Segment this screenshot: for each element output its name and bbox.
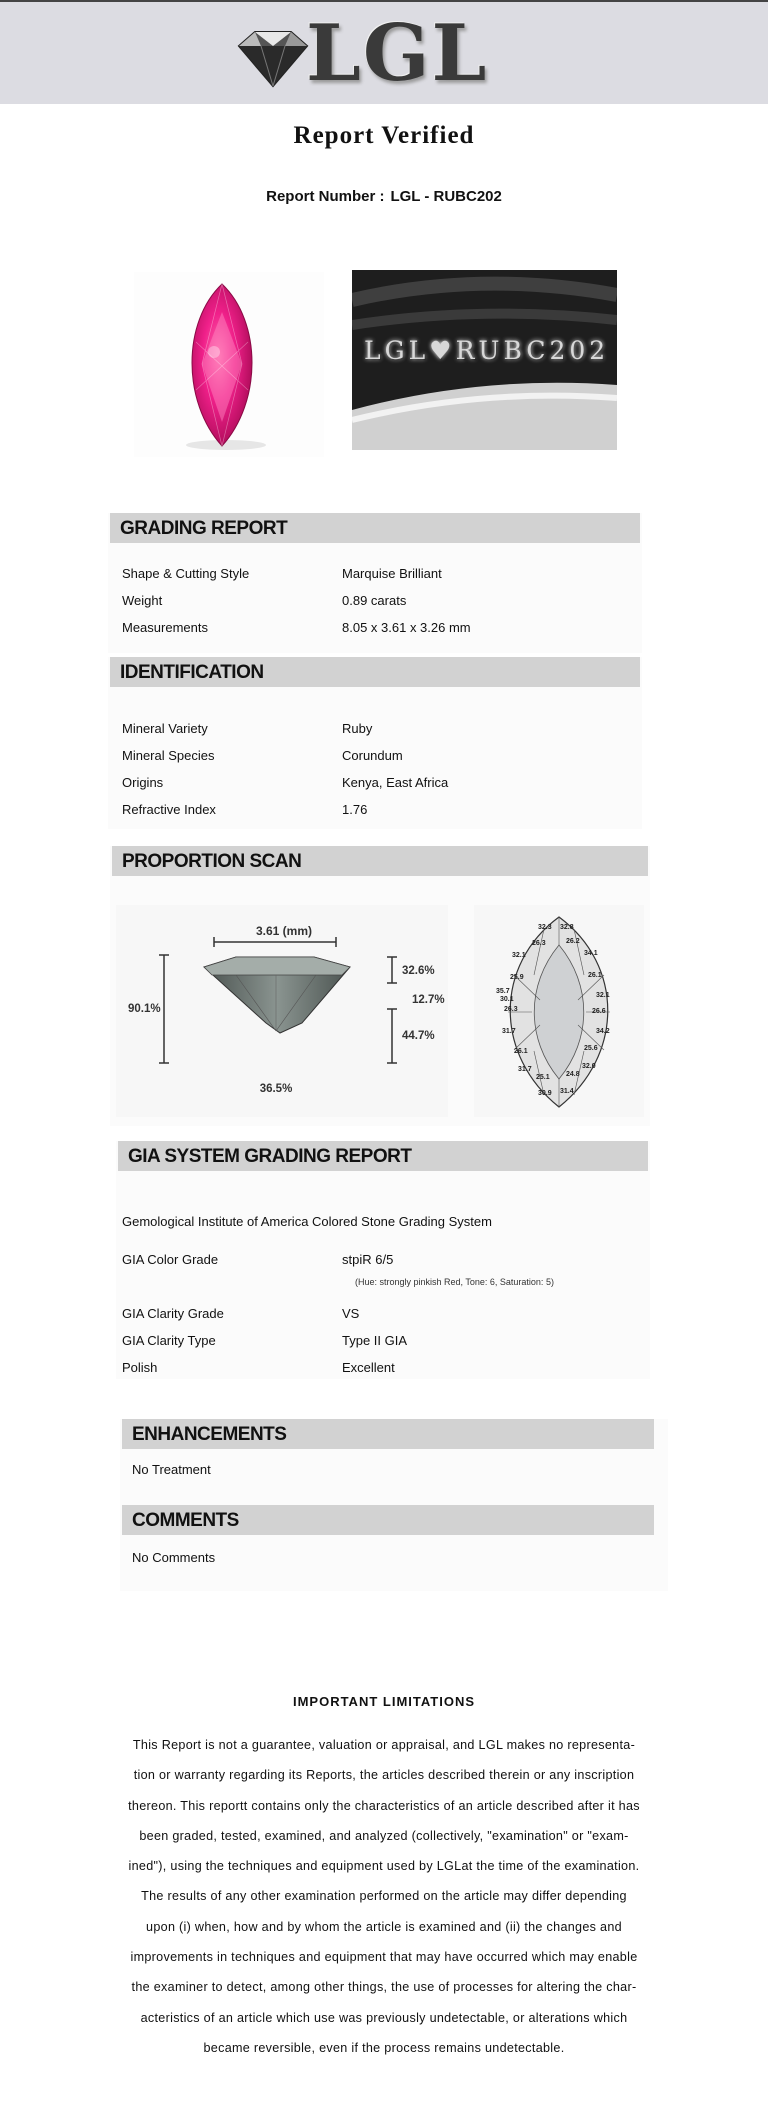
limitations-line: This Report is not a guarantee, valuation or appraisal, and LGL makes no representa-	[132, 1738, 636, 1752]
profile-svg	[116, 905, 448, 1117]
inscription-text: LGL♥RUBC202	[364, 336, 610, 365]
report-number-value: LGL - RUBC202	[390, 188, 502, 205]
limitations-line: upon (i) when, how and by whom the article is examined and (ii) the changes and	[146, 1919, 622, 1934]
facet-value: 25.6	[584, 1045, 598, 1052]
gia-value: Excellent	[342, 1360, 395, 1375]
identification-label: Mineral Variety	[122, 721, 208, 736]
facet-value: 26.3	[504, 1006, 518, 1013]
gia-value: Type II GIA	[342, 1333, 408, 1348]
gia-label: Polish	[122, 1360, 158, 1375]
ruby-marquise-image	[134, 272, 324, 457]
identification-value: 1.76	[342, 802, 368, 817]
site-header	[0, 2, 768, 104]
lgl-logo[interactable]	[228, 8, 489, 99]
facet-value: 34.2	[596, 1028, 610, 1035]
grading-label: Weight	[122, 593, 163, 608]
enhancements-text: No Treatment	[132, 1462, 211, 1477]
facet-value: 30.1	[500, 996, 514, 1003]
enhancements-header: ENHANCEMENTS	[122, 1419, 654, 1449]
facet-value: 25.9	[510, 974, 524, 981]
limitations-heading: IMPORTANT LIMITATIONS	[292, 1694, 476, 1709]
facet-value: 34.1	[584, 950, 598, 957]
identification-label: Origins	[122, 775, 164, 790]
grading-report-header: GRADING REPORT	[110, 513, 640, 543]
facet-value: 32.8	[560, 924, 574, 931]
limitations-line: been graded, tested, examined, and analyzed (collectively, "examination" or "exam-	[139, 1828, 629, 1843]
limitations-line: ined"), using the techniques and equipment used by LGLat the time of the examination.	[128, 1859, 640, 1874]
gia-label: GIA Color Grade	[122, 1252, 219, 1267]
facet-value: 31.7	[502, 1028, 516, 1035]
gia-system-name: Gemological Institute of America Colored Stone Grading System	[122, 1214, 492, 1229]
page-title: Report Verified	[293, 122, 475, 149]
inscription-photo	[352, 270, 617, 450]
limitations-line: the examiner to detect, among other things, the use of processes for altering the char-	[131, 1980, 637, 1995]
limitations-line: became reversible, even if the process remains undetectable.	[203, 2040, 565, 2055]
limitations-body	[116, 1730, 652, 2063]
gia-label: GIA Clarity Grade	[122, 1306, 224, 1321]
facet-value: 31.7	[518, 1066, 532, 1073]
identification-header: IDENTIFICATION	[110, 657, 640, 687]
identification-label: Mineral Species	[122, 748, 215, 763]
facet-value: 32.0	[582, 1063, 596, 1070]
report-number-label: Report Number :	[266, 188, 385, 205]
limitations-line: improvements in techniques and equipment that may have occurred which may enable	[130, 1950, 638, 1965]
facet-value: 24.8	[566, 1071, 580, 1078]
facet-value: 32.1	[512, 952, 526, 959]
facet-value: 26.2	[566, 938, 580, 945]
facet-diagram	[474, 905, 644, 1117]
identification-value: Kenya, East Africa	[342, 775, 449, 790]
limitations-line: thereon. This reportt contains only the characteristics of an article described after it has	[128, 1798, 640, 1813]
grading-value: Marquise Brilliant	[342, 566, 442, 581]
facet-value: 25.1	[536, 1074, 550, 1081]
gia-color-note: (Hue: strongly pinkish Red, Tone: 6, Saturation: 5)	[355, 1277, 554, 1287]
table-percent: 36.5%	[259, 1083, 293, 1095]
proportion-scan-header: PROPORTION SCAN	[112, 846, 648, 876]
depth-percent: 90.1%	[128, 1003, 161, 1015]
pavilion-percent: 44.7%	[402, 1030, 435, 1042]
identification-value: Corundum	[342, 748, 403, 763]
facet-value: 32.1	[596, 992, 610, 999]
facet-value: 26.6	[592, 1008, 606, 1015]
gia-label: GIA Clarity Type	[122, 1333, 216, 1348]
limitations-line: tion or warranty regarding its Reports, the articles described therein or any inscription	[133, 1768, 635, 1783]
facet-value: 31.4	[560, 1088, 574, 1095]
facet-svg	[474, 905, 644, 1117]
girdle-percent: 12.7%	[412, 994, 445, 1006]
facet-value: 26.1	[588, 972, 602, 979]
gia-value: VS	[342, 1306, 360, 1321]
facet-value: 26.3	[532, 940, 546, 947]
comments-header: COMMENTS	[122, 1505, 654, 1535]
facet-value: 35.7	[496, 988, 510, 995]
limitations-line: The results of any other examination performed on the article may differ depending	[141, 1889, 627, 1904]
identification-label: Refractive Index	[122, 802, 216, 817]
profile-diagram	[116, 905, 448, 1117]
grading-label: Shape & Cutting Style	[122, 566, 250, 581]
crown-percent: 32.6%	[402, 965, 435, 977]
comments-text: No Comments	[132, 1550, 216, 1565]
identification-value: Ruby	[342, 721, 373, 736]
grading-value: 8.05 x 3.61 x 3.26 mm	[342, 620, 471, 635]
diamond-icon	[233, 28, 313, 88]
profile-width-label: 3.61 (mm)	[255, 924, 313, 938]
facet-value: 26.1	[514, 1048, 528, 1055]
report-number	[0, 188, 768, 205]
limitations-line: acteristics of an article which use was previously undetectable, or alterations which	[140, 2010, 628, 2025]
grading-label: Measurements	[122, 620, 208, 635]
gem-photo	[134, 272, 324, 457]
logo-text: LGL	[306, 8, 489, 99]
facet-value: 32.3	[538, 924, 552, 931]
gia-header: GIA SYSTEM GRADING REPORT	[118, 1141, 648, 1171]
gia-value: stpiR 6/5	[342, 1252, 394, 1267]
facet-value: 30.9	[538, 1090, 552, 1097]
grading-value: 0.89 carats	[342, 593, 407, 608]
